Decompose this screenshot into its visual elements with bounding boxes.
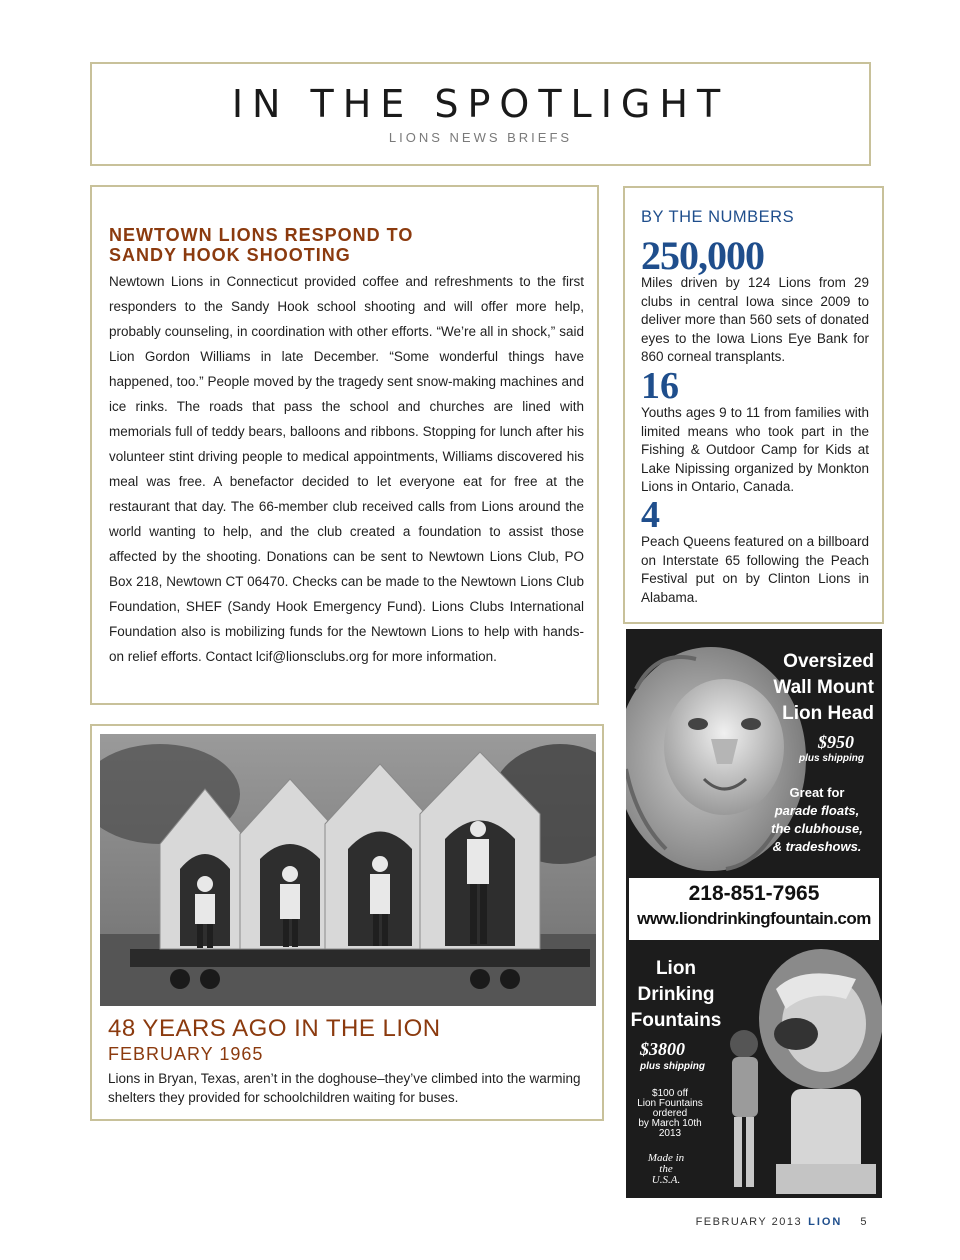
fountain-offer: $100 off Lion Fountains ordered by March 10th 2013 (637, 1088, 703, 1139)
page-number: 5 (860, 1216, 868, 1228)
page-title: IN THE SPOTLIGHT (231, 82, 730, 126)
lion-head-price: $950 (818, 732, 854, 752)
flashback-caption: Lions in Bryan, Texas, aren’t in the doghouse–they’ve climbed into the warming shelters they provided for schoolchildren waiting for buses. (108, 1071, 581, 1105)
footer-date: FEBRUARY 2013 (695, 1216, 803, 1228)
stat-description: Youths ages 9 to 11 from families with limited means who took part in the Fishing & Outdoor Camp for Kids at Lake Nipissing organized by Monkton Lions in Ontario, Canada. (641, 405, 869, 494)
stat-value: 250,000 (641, 233, 764, 278)
flashback-date: FEBRUARY 1965 (108, 1044, 264, 1064)
lion-fountain-illustration (716, 939, 882, 1198)
stat-value: 4 (641, 494, 660, 536)
doghouse-float-photo (100, 734, 596, 1006)
article-headline (109, 225, 579, 265)
article-body: Newtown Lions in Connecticut provided coffee and refreshments to the first responders to the Sandy Hook school shooting and will offer more help, probably counseling, in coordination with other efforts. “We’re all in shock,” said Lion Gordon Williams in late December. “Some wonderful things have happened, too.” People moved by the tragedy sent snow-making machines and ice rinks. The roads that pass the school and churches are lined with memorials full of teddy bears, balloons and ribbons. Stopping for lunch after his volunteer stint driving people to medical appointments, Williams discovered his meal was free. A benefactor decided to let everyone eat for free at the restaurant that day. The 66-member club received calls from Lions around the world wanting to help, and the club created a foundation to assist those affected by the shooting. Donations can be sent to Newtown Lions Club, PO Box 218, Newtown CT 06470. Checks can be made to the Newtown Lions Club Foundation, SHEF (Sandy Hook Emergency Fund). Lions Clubs International Foundation also is mobilizing funds for the Newtown Lions to help with hands-on relief efforts. Contact lcif@lionsclubs.org for more information. (109, 274, 584, 664)
ad-headline: Oversized Wall Mount Lion Head (773, 651, 874, 724)
page-footer (696, 1216, 868, 1228)
lion-head-shipping: plus shipping (799, 753, 864, 764)
numbers-heading: BY THE NUMBERS (641, 208, 795, 226)
ad-uses: Great for parade floats, the clubhouse, & tradeshows. (771, 785, 863, 854)
ad-phone-number[interactable]: 218-851-7965 (688, 882, 820, 905)
headline-line-1: NEWTOWN LIONS RESPOND TO (109, 225, 414, 245)
headline-line-2: SANDY HOOK SHOOTING (109, 245, 351, 265)
flashback-title: 48 YEARS AGO IN THE LION (108, 1015, 441, 1042)
newtown-article (90, 185, 599, 705)
fountain-headline: Lion Drinking Fountains (630, 958, 722, 1031)
made-in-usa: Made in the U.S.A. (647, 1152, 685, 1186)
fountain-shipping: plus shipping (640, 1061, 705, 1072)
page-subtitle: LIONS NEWS BRIEFS (388, 130, 573, 145)
fountain-price: $3800 (640, 1039, 685, 1059)
section-header (90, 62, 871, 166)
stat-value: 16 (641, 365, 679, 407)
flashback-article (90, 724, 604, 1121)
ad-website-link[interactable]: www.liondrinkingfountain.com (637, 909, 871, 928)
ad-contact-panel (629, 878, 879, 940)
lion-fountain-advertisement (626, 629, 882, 1198)
stat-description: Peach Queens featured on a billboard on Interstate 65 following the Peach Festival put on by Clinton Lions in Alabama. (641, 534, 869, 605)
footer-magazine-name: LION (808, 1216, 843, 1228)
by-the-numbers-box (623, 186, 884, 624)
stat-description: Miles driven by 124 Lions from 29 clubs in central Iowa since 2009 to deliver more than 560 sets of donated eyes to the Iowa Lions Eye Bank for 860 corneal transplants. (641, 275, 869, 364)
